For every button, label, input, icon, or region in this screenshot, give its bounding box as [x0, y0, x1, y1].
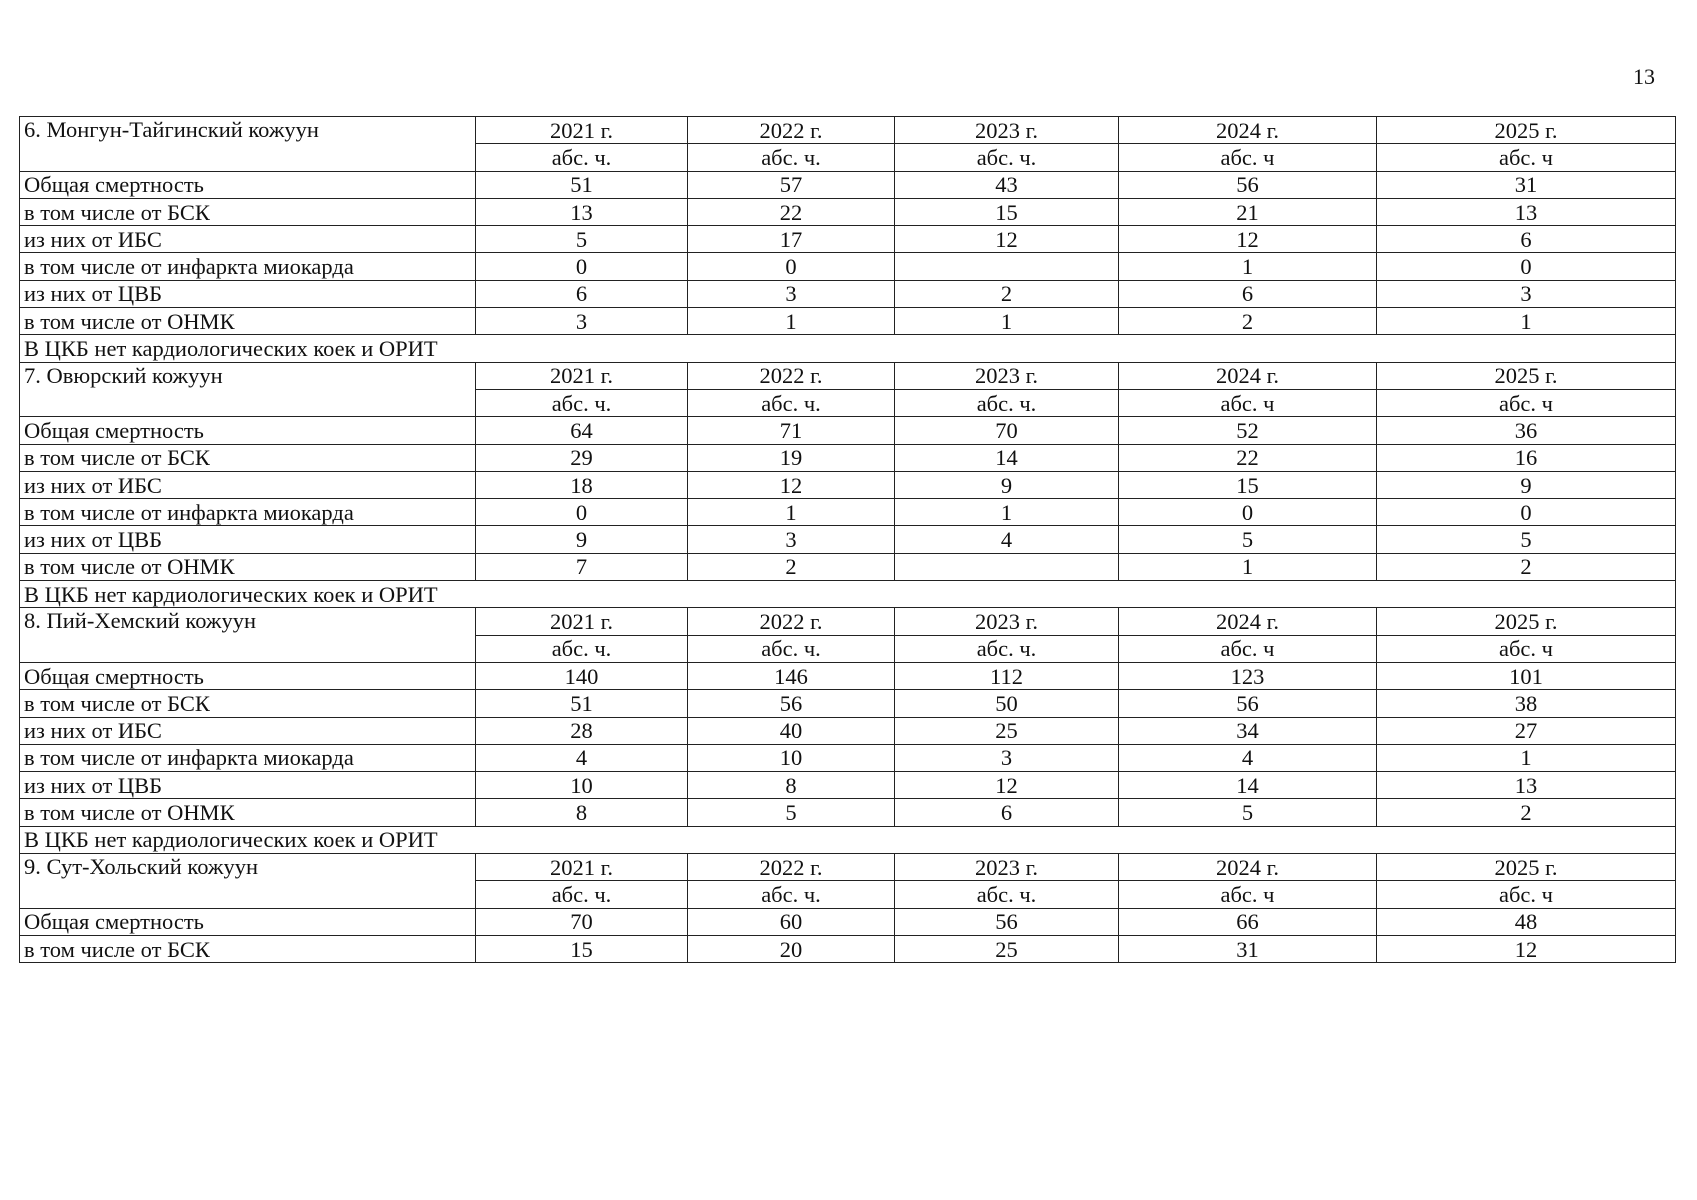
table-row — [20, 226, 1676, 253]
value-cell: 3 — [476, 308, 688, 335]
row-label: в том числе от ОНМК — [20, 799, 476, 826]
value-cell: 15 — [1119, 471, 1377, 498]
value-cell: 0 — [476, 499, 688, 526]
unit-header: абс. ч. — [476, 881, 688, 908]
value-cell: 16 — [1377, 444, 1676, 471]
value-cell: 0 — [1377, 253, 1676, 280]
unit-header: абс. ч. — [476, 635, 688, 662]
value-cell: 2 — [895, 280, 1119, 307]
unit-header: абс. ч — [1377, 389, 1676, 416]
year-header: 2023 г. — [895, 117, 1119, 144]
value-cell: 13 — [476, 198, 688, 225]
value-cell: 56 — [1119, 171, 1377, 198]
note-row — [20, 826, 1676, 853]
unit-header: абс. ч. — [688, 881, 895, 908]
value-cell: 22 — [688, 198, 895, 225]
value-cell: 2 — [1377, 553, 1676, 580]
value-cell — [895, 553, 1119, 580]
value-cell: 56 — [895, 908, 1119, 935]
value-cell: 1 — [688, 499, 895, 526]
value-cell: 38 — [1377, 690, 1676, 717]
table-row — [20, 662, 1676, 689]
value-cell: 8 — [476, 799, 688, 826]
unit-header: абс. ч — [1377, 635, 1676, 662]
year-header: 2025 г. — [1377, 117, 1676, 144]
row-label: из них от ИБС — [20, 717, 476, 744]
year-header: 2024 г. — [1119, 362, 1377, 389]
district-title: 7. Овюрский кожуун — [20, 362, 476, 417]
value-cell: 25 — [895, 935, 1119, 962]
row-label: Общая смертность — [20, 908, 476, 935]
value-cell: 66 — [1119, 908, 1377, 935]
table-row — [20, 417, 1676, 444]
row-label: из них от ЦВБ — [20, 772, 476, 799]
value-cell: 70 — [476, 908, 688, 935]
value-cell: 18 — [476, 471, 688, 498]
unit-header: абс. ч. — [895, 635, 1119, 662]
value-cell: 13 — [1377, 772, 1676, 799]
table-row — [20, 471, 1676, 498]
unit-header: абс. ч — [1119, 389, 1377, 416]
value-cell: 5 — [1119, 799, 1377, 826]
value-cell: 1 — [1377, 308, 1676, 335]
value-cell: 70 — [895, 417, 1119, 444]
unit-header: абс. ч. — [895, 389, 1119, 416]
table-row — [20, 772, 1676, 799]
row-label: из них от ИБС — [20, 226, 476, 253]
section-note: В ЦКБ нет кардиологических коек и ОРИТ — [20, 335, 1676, 362]
value-cell: 6 — [476, 280, 688, 307]
unit-header: абс. ч. — [895, 144, 1119, 171]
value-cell: 4 — [895, 526, 1119, 553]
value-cell: 5 — [1377, 526, 1676, 553]
table-row — [20, 799, 1676, 826]
year-header: 2025 г. — [1377, 854, 1676, 881]
row-label: Общая смертность — [20, 171, 476, 198]
value-cell: 15 — [895, 198, 1119, 225]
unit-header: абс. ч. — [476, 144, 688, 171]
unit-header: абс. ч — [1119, 881, 1377, 908]
value-cell: 1 — [1119, 253, 1377, 280]
value-cell: 52 — [1119, 417, 1377, 444]
table-row — [20, 280, 1676, 307]
table-row — [20, 499, 1676, 526]
value-cell: 48 — [1377, 908, 1676, 935]
value-cell: 51 — [476, 171, 688, 198]
row-label: Общая смертность — [20, 662, 476, 689]
value-cell: 2 — [688, 553, 895, 580]
value-cell: 0 — [688, 253, 895, 280]
row-label: в том числе от БСК — [20, 198, 476, 225]
value-cell: 27 — [1377, 717, 1676, 744]
page-number: 13 — [1633, 64, 1655, 89]
row-label: в том числе от ОНМК — [20, 308, 476, 335]
value-cell: 34 — [1119, 717, 1377, 744]
value-cell: 0 — [1377, 499, 1676, 526]
value-cell: 3 — [688, 280, 895, 307]
value-cell: 5 — [1119, 526, 1377, 553]
row-label: из них от ИБС — [20, 471, 476, 498]
section-note: В ЦКБ нет кардиологических коек и ОРИТ — [20, 581, 1676, 608]
row-label: из них от ЦВБ — [20, 280, 476, 307]
value-cell: 56 — [1119, 690, 1377, 717]
value-cell: 6 — [1377, 226, 1676, 253]
row-label: в том числе от инфаркта миокарда — [20, 744, 476, 771]
year-header: 2021 г. — [476, 362, 688, 389]
value-cell: 140 — [476, 662, 688, 689]
section-header-row — [20, 608, 1676, 635]
value-cell: 10 — [476, 772, 688, 799]
district-title: 9. Сут-Хольский кожуун — [20, 854, 476, 909]
section-header-row — [20, 362, 1676, 389]
value-cell: 2 — [1119, 308, 1377, 335]
value-cell: 13 — [1377, 198, 1676, 225]
value-cell: 1 — [1119, 553, 1377, 580]
district-title: 6. Монгун-Тайгинский кожуун — [20, 117, 476, 172]
table-row — [20, 553, 1676, 580]
value-cell: 112 — [895, 662, 1119, 689]
value-cell — [895, 253, 1119, 280]
value-cell: 43 — [895, 171, 1119, 198]
unit-header: абс. ч — [1377, 144, 1676, 171]
table-row — [20, 171, 1676, 198]
table-row — [20, 198, 1676, 225]
unit-header: абс. ч. — [895, 881, 1119, 908]
table-row — [20, 744, 1676, 771]
value-cell: 3 — [688, 526, 895, 553]
value-cell: 36 — [1377, 417, 1676, 444]
value-cell: 22 — [1119, 444, 1377, 471]
row-label: в том числе от БСК — [20, 690, 476, 717]
note-row — [20, 581, 1676, 608]
table-row — [20, 690, 1676, 717]
value-cell: 60 — [688, 908, 895, 935]
value-cell: 4 — [1119, 744, 1377, 771]
year-header: 2022 г. — [688, 854, 895, 881]
table-row — [20, 308, 1676, 335]
value-cell: 1 — [688, 308, 895, 335]
value-cell: 12 — [895, 226, 1119, 253]
year-header: 2023 г. — [895, 362, 1119, 389]
value-cell: 12 — [1119, 226, 1377, 253]
year-header: 2022 г. — [688, 117, 895, 144]
value-cell: 5 — [476, 226, 688, 253]
unit-header: абс. ч. — [688, 389, 895, 416]
table-row — [20, 253, 1676, 280]
value-cell: 19 — [688, 444, 895, 471]
year-header: 2025 г. — [1377, 608, 1676, 635]
year-header: 2022 г. — [688, 362, 895, 389]
unit-header: абс. ч. — [476, 389, 688, 416]
value-cell: 29 — [476, 444, 688, 471]
value-cell: 28 — [476, 717, 688, 744]
value-cell: 15 — [476, 935, 688, 962]
value-cell: 10 — [688, 744, 895, 771]
mortality-table — [19, 116, 1676, 963]
table-row — [20, 717, 1676, 744]
unit-header: абс. ч — [1119, 144, 1377, 171]
value-cell: 25 — [895, 717, 1119, 744]
value-cell: 2 — [1377, 799, 1676, 826]
value-cell: 51 — [476, 690, 688, 717]
value-cell: 6 — [895, 799, 1119, 826]
row-label: из них от ЦВБ — [20, 526, 476, 553]
value-cell: 56 — [688, 690, 895, 717]
value-cell: 6 — [1119, 280, 1377, 307]
unit-header: абс. ч — [1119, 635, 1377, 662]
value-cell: 50 — [895, 690, 1119, 717]
year-header: 2023 г. — [895, 608, 1119, 635]
value-cell: 123 — [1119, 662, 1377, 689]
row-label: в том числе от инфаркта миокарда — [20, 253, 476, 280]
unit-header: абс. ч. — [688, 144, 895, 171]
section-header-row — [20, 117, 1676, 144]
value-cell: 71 — [688, 417, 895, 444]
year-header: 2023 г. — [895, 854, 1119, 881]
value-cell: 3 — [895, 744, 1119, 771]
value-cell: 57 — [688, 171, 895, 198]
table-row — [20, 526, 1676, 553]
value-cell: 5 — [688, 799, 895, 826]
value-cell: 9 — [1377, 471, 1676, 498]
year-header: 2024 г. — [1119, 117, 1377, 144]
value-cell: 17 — [688, 226, 895, 253]
value-cell: 20 — [688, 935, 895, 962]
year-header: 2022 г. — [688, 608, 895, 635]
row-label: в том числе от БСК — [20, 444, 476, 471]
year-header: 2024 г. — [1119, 608, 1377, 635]
value-cell: 40 — [688, 717, 895, 744]
note-row — [20, 335, 1676, 362]
value-cell: 12 — [895, 772, 1119, 799]
value-cell: 4 — [476, 744, 688, 771]
row-label: Общая смертность — [20, 417, 476, 444]
unit-header: абс. ч. — [688, 635, 895, 662]
year-header: 2021 г. — [476, 608, 688, 635]
value-cell: 0 — [1119, 499, 1377, 526]
row-label: в том числе от инфаркта миокарда — [20, 499, 476, 526]
section-note: В ЦКБ нет кардиологических коек и ОРИТ — [20, 826, 1676, 853]
row-label: в том числе от ОНМК — [20, 553, 476, 580]
value-cell: 31 — [1119, 935, 1377, 962]
value-cell: 31 — [1377, 171, 1676, 198]
value-cell: 1 — [895, 499, 1119, 526]
table-row — [20, 908, 1676, 935]
table-row — [20, 935, 1676, 962]
value-cell: 14 — [895, 444, 1119, 471]
value-cell: 9 — [895, 471, 1119, 498]
year-header: 2021 г. — [476, 854, 688, 881]
value-cell: 1 — [895, 308, 1119, 335]
value-cell: 146 — [688, 662, 895, 689]
year-header: 2025 г. — [1377, 362, 1676, 389]
unit-header: абс. ч — [1377, 881, 1676, 908]
year-header: 2021 г. — [476, 117, 688, 144]
year-header: 2024 г. — [1119, 854, 1377, 881]
value-cell: 1 — [1377, 744, 1676, 771]
value-cell: 21 — [1119, 198, 1377, 225]
value-cell: 0 — [476, 253, 688, 280]
value-cell: 101 — [1377, 662, 1676, 689]
value-cell: 7 — [476, 553, 688, 580]
value-cell: 14 — [1119, 772, 1377, 799]
value-cell: 12 — [1377, 935, 1676, 962]
section-header-row — [20, 854, 1676, 881]
district-title: 8. Пий-Хемский кожуун — [20, 608, 476, 663]
value-cell: 9 — [476, 526, 688, 553]
value-cell: 3 — [1377, 280, 1676, 307]
row-label: в том числе от БСК — [20, 935, 476, 962]
table-row — [20, 444, 1676, 471]
value-cell: 12 — [688, 471, 895, 498]
value-cell: 64 — [476, 417, 688, 444]
value-cell: 8 — [688, 772, 895, 799]
